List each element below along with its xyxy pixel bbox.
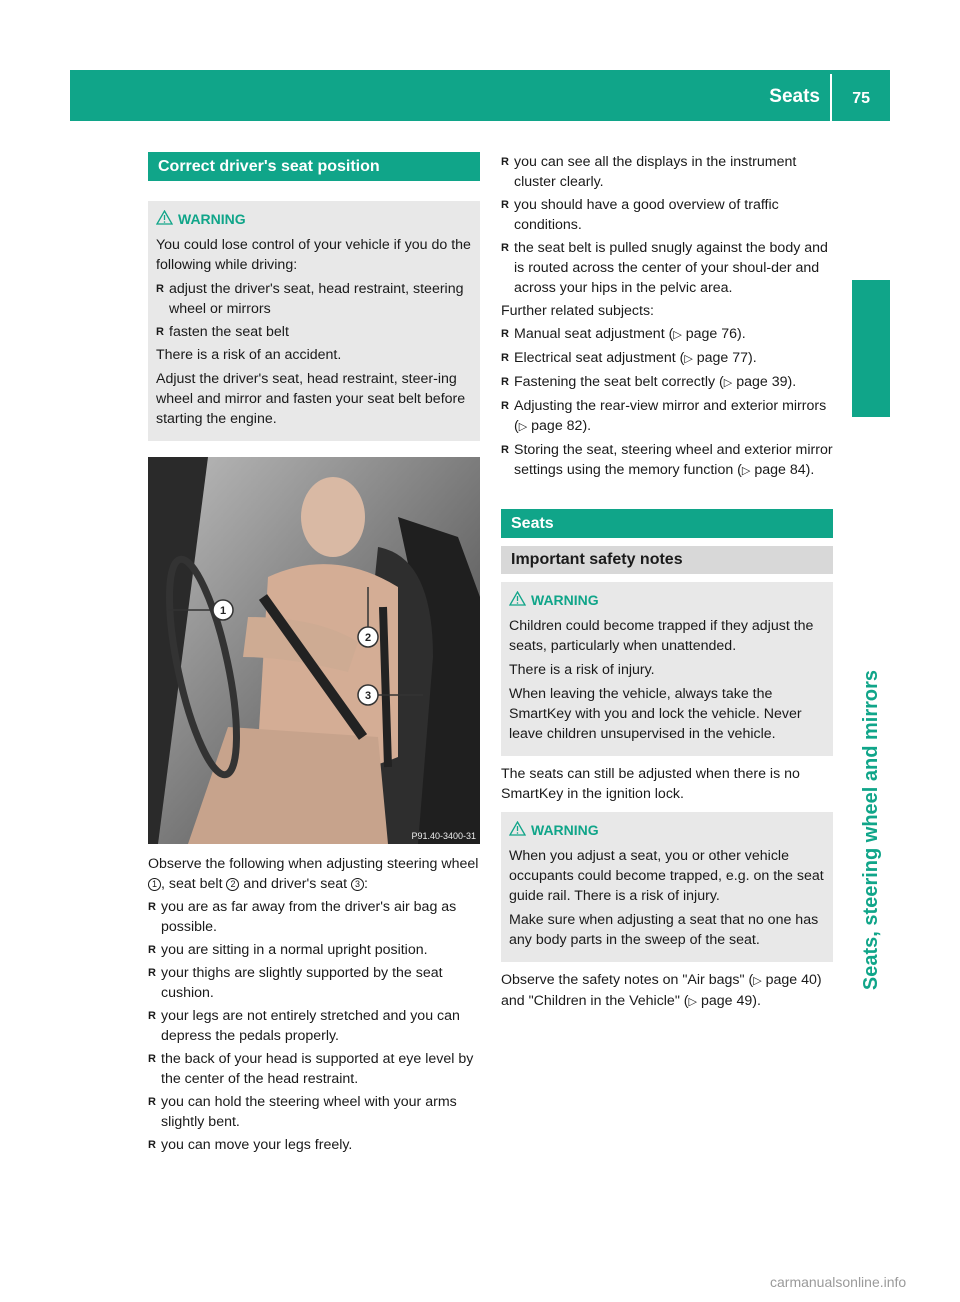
header-separator <box>830 74 832 121</box>
callout-3-inline: 3 <box>351 878 364 891</box>
warning-triangle-icon <box>156 210 173 225</box>
list-item: R you can move your legs freely. <box>148 1135 480 1155</box>
warning-box: WARNING Children could become trapped if they adjust the seats, particularly when unattended. There is a risk of injury. When leaving the vehicle, always take the SmartKey with you and lock the vehicle. Never leave children unsupervised in the vehicle. <box>501 582 833 756</box>
callout-3: 3 <box>364 690 372 702</box>
right-column <box>501 152 833 1015</box>
checklist-continued <box>501 152 833 298</box>
related-link[interactable]: R Storing the seat, steering wheel and exterior mirror settings using the memory function (▷ page 84). <box>501 440 833 481</box>
list-item: R you can see all the displays in the instrument cluster clearly. <box>501 152 833 192</box>
related-link[interactable]: R Electrical seat adjustment (▷ page 77). <box>501 348 833 369</box>
seats-title: Seats <box>501 509 833 538</box>
warning-triangle-icon <box>509 591 526 606</box>
safety-reference: Observe the safety notes on "Air bags" (▷ page 40) and "Children in the Vehicle" (▷ page 49). <box>501 972 822 1009</box>
list-item: R you should have a good overview of traffic conditions. <box>501 195 833 235</box>
safety-title: Important safety notes <box>501 546 833 574</box>
related-link[interactable]: R Manual seat adjustment (▷ page 76). <box>501 324 833 345</box>
seats-para: The seats can still be adjusted when there is no SmartKey in the ignition lock. <box>501 766 800 802</box>
chapter-tab <box>852 280 890 417</box>
list-item: R adjust the driver's seat, head restraint, steering wheel or mirrors <box>156 279 473 319</box>
warning-box: WARNING When you adjust a seat, you or other vehicle occupants could become trapped, e.g. on the seat guide rail. There is a risk of injury. Make sure when adjusting a seat that no one has any body parts in the sweep of the seat. <box>501 812 833 962</box>
checklist <box>148 897 480 1155</box>
image-code: P91.40-3400-31 <box>411 831 476 841</box>
warning-risk: There is a risk of an accident. <box>156 347 342 363</box>
callout-1: 1 <box>219 605 227 617</box>
list-item: R you are as far away from the driver's air bag as possible. <box>148 897 480 937</box>
section-title: Correct driver's seat position <box>148 152 480 181</box>
left-column <box>148 152 480 1158</box>
warning-list <box>156 279 473 342</box>
header-title: Seats <box>769 86 820 107</box>
chapter-label: Seats, steering wheel and mirrors <box>860 669 882 991</box>
page-number: 75 <box>852 90 870 107</box>
page-header <box>70 70 890 121</box>
callout-1-inline: 1 <box>148 878 161 891</box>
warning-advice: Adjust the driver's seat, head restraint, steer-ing wheel and mirror and fasten your seat belt before starting the engine. <box>156 371 466 427</box>
related-link[interactable]: R Fastening the seat belt correctly (▷ page 39). <box>501 372 833 393</box>
warning-title: WARNING <box>509 590 826 610</box>
list-item: R your thighs are slightly supported by the seat cushion. <box>148 963 480 1003</box>
list-item: R your legs are not entirely stretched and you can depress the pedals properly. <box>148 1006 480 1046</box>
related-list <box>501 324 833 481</box>
warning-title: WARNING <box>509 820 826 840</box>
observe-intro: Observe the following when adjusting steering wheel 1 , seat belt 2 and driver's seat 3 : <box>148 856 479 892</box>
callout-2: 2 <box>364 632 372 644</box>
callout-2-inline: 2 <box>226 878 239 891</box>
related-link[interactable]: R Adjusting the rear-view mirror and exterior mirrors (▷ page 82). <box>501 396 833 437</box>
warning-triangle-icon <box>509 821 526 836</box>
warning-title: WARNING <box>156 209 473 229</box>
driver-illustration <box>148 457 480 844</box>
list-item: R you can hold the steering wheel with your arms slightly bent. <box>148 1092 480 1132</box>
related-title: Further related subjects: <box>501 303 654 319</box>
list-item: R fasten the seat belt <box>156 322 473 342</box>
warning-intro: You could lose control of your vehicle if you do the following while driving: <box>156 237 471 273</box>
list-item: R the seat belt is pulled snugly against the body and is routed across the center of your shoul-der and across your hips in the pelvic area. <box>501 238 833 298</box>
list-item: R the back of your head is supported at eye level by the center of the head restraint. <box>148 1049 480 1089</box>
warning-box <box>148 201 480 441</box>
watermark: carmanualsonline.info <box>770 1274 907 1290</box>
driver-seat-photo <box>148 457 480 844</box>
list-item: R you are sitting in a normal upright position. <box>148 940 480 960</box>
